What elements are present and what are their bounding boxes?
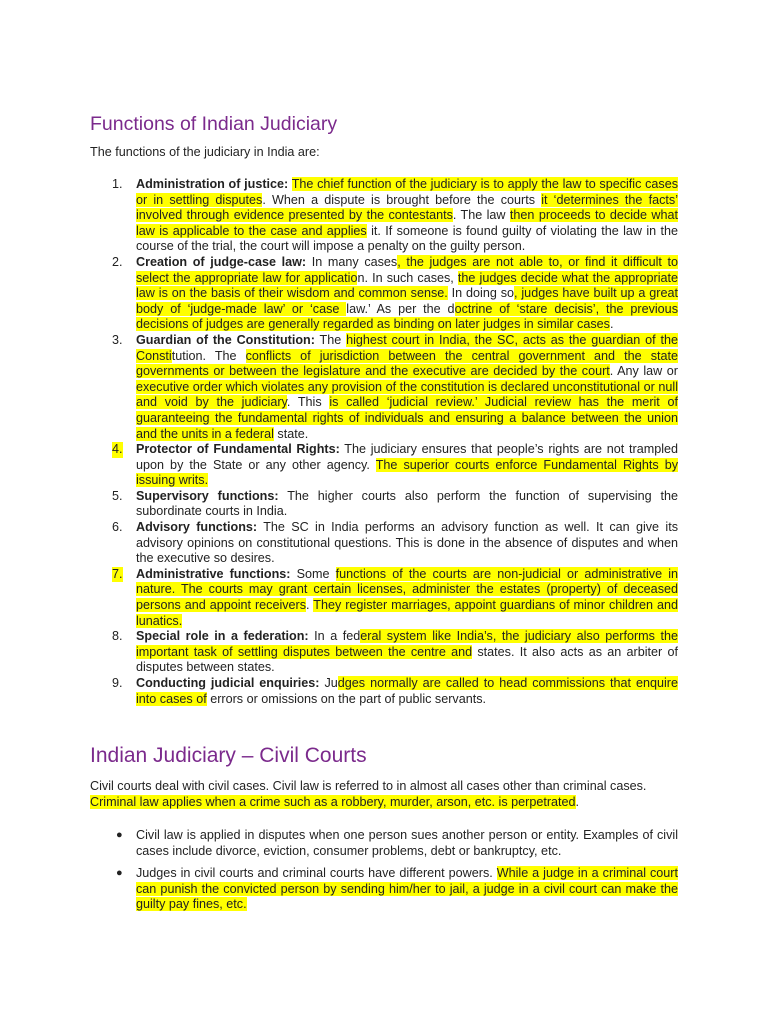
highlighted-text: it ‘determines the facts’ involved through evidence presented by the contestants (136, 192, 678, 223)
body-text: it. If someone is found guilty of violating the law in the course of the trial, the court will impose a penalty on the guilty person. (136, 223, 678, 254)
body-text: n. In such cases, (357, 270, 458, 285)
highlighted-text: octrine of ‘stare decisis’, the previous decisions of judges are generally regarded as binding on later judges in similar cases (136, 301, 678, 332)
highlighted-text: The chief function of the judiciary is to apply the law to specific cases or in settling disputes (136, 177, 678, 207)
body-text: . (609, 317, 614, 332)
highlighted-text: then proceeds to decide what law is applicable to the case and applies (136, 208, 679, 238)
list-number: 8. (112, 629, 123, 644)
body-text: state. (273, 426, 309, 441)
body-text: In many cases (306, 254, 398, 269)
highlighted-text: , the judges are not able to, or find it difficult to select the appropriate law for applicatio (136, 254, 679, 285)
body-text: The SC in India performs an advisory function as well. It can give its advisory opinions on constitutional questions. This is done in the absence of disputes and when the executive so desires. (136, 520, 678, 566)
functions-list (90, 177, 678, 707)
highlighted-text: conflicts of jurisdiction between the central government and the state governments or between the legislature and the executive are decided by the court (136, 348, 678, 379)
section-heading-functions: Functions of Indian Judiciary (90, 113, 338, 135)
list-number: 7. (112, 566, 123, 581)
list-number: 5. (112, 488, 123, 503)
bullet-item (90, 828, 678, 859)
bullet-icon: ● (116, 867, 123, 880)
body-text: Civil law is applied in disputes when one person sues another person or entity. Examples of civil cases include divorce, eviction, consumer problems, debt or bankruptcy, etc. (136, 828, 678, 858)
function-list-item (90, 520, 678, 567)
item-title: Creation of judge-case law: (136, 254, 307, 269)
bullet-icon: ● (116, 829, 123, 841)
body-text: . Any law or (609, 364, 678, 379)
intro-text: The functions of the judiciary in India are: (90, 145, 320, 159)
function-list-item (90, 177, 678, 255)
body-text: The higher courts also perform the function of supervising the subordinate courts in India. (136, 488, 678, 519)
highlighted-text: executive order which violates any provision of the constitution is declared unconstitutional or null and void by the judiciary (136, 379, 678, 410)
function-list-item (90, 489, 678, 520)
bullet-item (90, 866, 678, 913)
function-list-item (90, 567, 678, 629)
highlighted-text: While a judge in a criminal court can punish the convicted person by sending him/her to jail, a judge in a civil court can make the guilty pay fines, etc. (136, 866, 678, 912)
function-list-item (90, 442, 678, 489)
list-number: 9. (112, 676, 123, 690)
item-title: Conducting judicial enquiries: (136, 676, 320, 690)
item-title: Special role in a federation: (136, 629, 309, 644)
body-text: . This (286, 395, 330, 410)
body-text: . (306, 598, 314, 613)
section-heading-civil-courts: Indian Judiciary – Civil Courts (90, 744, 367, 767)
body-text: Some (290, 566, 336, 581)
body-text: law.’ As per the d (346, 301, 455, 316)
highlighted-text: Criminal law applies when a crime such as a robbery, murder, arson, etc. is perpetrated (90, 794, 576, 809)
list-number: 2. (112, 254, 123, 269)
body-text: states. It also acts as an arbiter of disputes between states. (136, 644, 678, 675)
body-text: errors or omissions on the part of public servants. (206, 691, 487, 706)
list-number: 4. (112, 442, 123, 457)
highlighted-text: is called ‘judicial review.’ Judicial review has the merit of guaranteeing the fundamental rights of individuals and ensuring a balance between the union and the units in a federal (136, 395, 678, 441)
highlighted-text: the judges decide what the appropriate law is on the basis of their wisdom and common sense. (136, 270, 678, 301)
function-list-item (90, 629, 678, 676)
highlighted-text: The superior courts enforce Fundamental Rights by issuing writs. (136, 457, 678, 488)
item-title: Supervisory functions: (136, 488, 279, 503)
item-title: Advisory functions: (136, 520, 258, 535)
highlighted-text: functions of the courts are non-judicial or administrative in nature. The courts may grant certain licenses, administer the estates (property) of deceased persons and appoint receivers (136, 566, 679, 613)
list-number: 3. (112, 332, 123, 347)
body-text: . When a dispute is brought before the courts (262, 192, 542, 207)
function-list-item (90, 333, 678, 442)
highlighted-text: highest court in India, the SC, acts as the guardian of the Consti (136, 332, 678, 363)
highlighted-text: They register marriages, appoint guardians of minor children and lunatics. (136, 598, 678, 628)
civil-courts-paragraph (90, 779, 678, 810)
highlighted-text: eral system like India’s, the judiciary also performs the important task of settling disputes between the centre and (136, 629, 678, 659)
highlighted-text: , judges have built up a great body of ‘judge-made law’ or ‘case (136, 286, 679, 316)
body-text: Civil courts deal with civil cases. Civil law is referred to in almost all cases other than criminal cases. (90, 779, 647, 793)
body-text: . The law (452, 208, 510, 223)
function-list-item (90, 255, 678, 333)
list-number: 6. (112, 520, 123, 535)
body-text: tution. The (171, 348, 246, 363)
body-text: In doing so (447, 286, 515, 301)
item-title: Administration of justice: (136, 177, 289, 191)
item-title: Administrative functions: (136, 566, 291, 581)
body-text: In a fed (308, 629, 361, 644)
list-number: 1. (112, 177, 123, 191)
item-title: Protector of Fundamental Rights: (136, 442, 340, 457)
body-text: . (575, 794, 580, 809)
civil-courts-bullet-list (90, 828, 678, 920)
body-text: Judges in civil courts and criminal courts have different powers. (136, 866, 497, 881)
body-text: Ju (319, 676, 338, 690)
body-text: The (314, 332, 347, 347)
body-text: The judiciary ensures that people’s rights are not trampled upon by the State or any other agency. (136, 442, 679, 472)
item-title: Guardian of the Constitution: (136, 332, 315, 347)
function-list-item (90, 676, 678, 707)
highlighted-text: dges normally are called to head commissions that enquire into cases of (136, 676, 678, 706)
